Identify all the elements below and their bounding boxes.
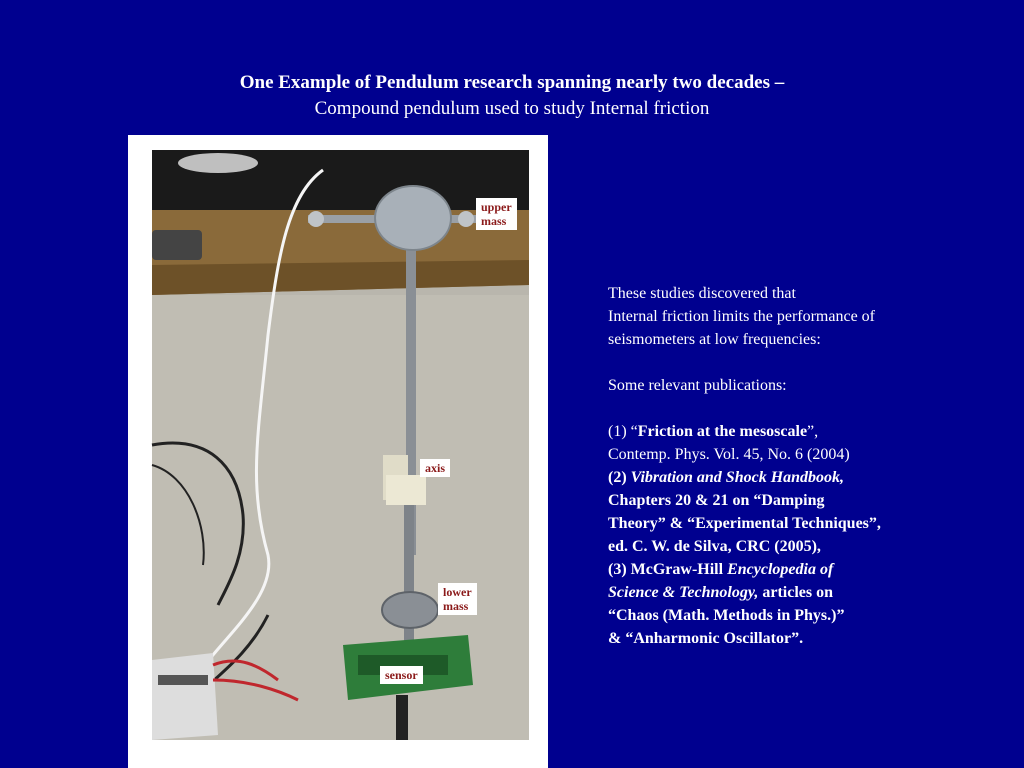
publication-2-title-line xyxy=(608,466,1008,489)
publications-heading: Some relevant publications: xyxy=(608,377,787,394)
pub1-prefix: (1) “ xyxy=(608,423,638,440)
intro-line-3: seismometers at low frequencies: xyxy=(608,331,821,348)
instrument-box xyxy=(152,653,218,740)
intro-line-2: Internal friction limits the performance of xyxy=(608,308,876,325)
lower-mass-label-line2: mass xyxy=(443,599,469,613)
pub1-title: Friction at the mesoscale xyxy=(637,423,808,440)
upper-mass-disk xyxy=(375,186,451,250)
lower-mass-label xyxy=(438,583,477,615)
title-line-2: Compound pendulum used to study Internal friction xyxy=(314,98,710,119)
axis-label-text: axis xyxy=(425,461,446,475)
slide-title xyxy=(0,70,1024,122)
pub3-prefix: (3) McGraw-Hill xyxy=(608,561,728,578)
sensor-label-text: sensor xyxy=(385,668,418,682)
pub3-line2-suffix: articles on xyxy=(758,584,834,601)
publication-3-line-2 xyxy=(608,581,1008,604)
pub3-title-part2: Science & Technology, xyxy=(608,584,759,601)
publication-2-line-3: Theory” & “Experimental Techniques”, xyxy=(608,515,881,532)
pub2-title: Vibration and Shock Handbook, xyxy=(630,469,845,486)
upper-mass-label-line1: upper xyxy=(481,200,512,214)
intro-line-1: These studies discovered that xyxy=(608,285,796,302)
pendulum-photo-frame xyxy=(128,135,548,768)
publication-1-source: Contemp. Phys. Vol. 45, No. 6 (2004) xyxy=(608,446,850,463)
publication-1-title-line xyxy=(608,420,1008,443)
title-line-1: One Example of Pendulum research spanning nearly two decades – xyxy=(239,72,785,93)
lower-mass-label-line1: lower xyxy=(443,585,472,599)
pub3-title-part1: Encyclopedia of xyxy=(727,561,834,578)
publication-2-line-2: Chapters 20 & 21 on “Damping xyxy=(608,492,825,509)
pub2-prefix: (2) xyxy=(608,469,631,486)
upper-mass-label xyxy=(476,198,517,230)
publication-3-line-4: & “Anharmonic Oscillator”. xyxy=(608,630,804,647)
upper-mass-label-line2: mass xyxy=(481,214,507,228)
axis-label xyxy=(420,459,450,477)
description-text xyxy=(608,282,1008,650)
sensor-label xyxy=(380,666,423,684)
publication-2-line-4: ed. C. W. de Silva, CRC (2005), xyxy=(608,538,821,555)
pub1-suffix: ”, xyxy=(807,423,819,440)
lower-mass-disk xyxy=(382,592,438,628)
publication-3-title-line xyxy=(608,558,1008,581)
publication-3-line-3: “Chaos (Math. Methods in Phys.)” xyxy=(608,607,845,624)
